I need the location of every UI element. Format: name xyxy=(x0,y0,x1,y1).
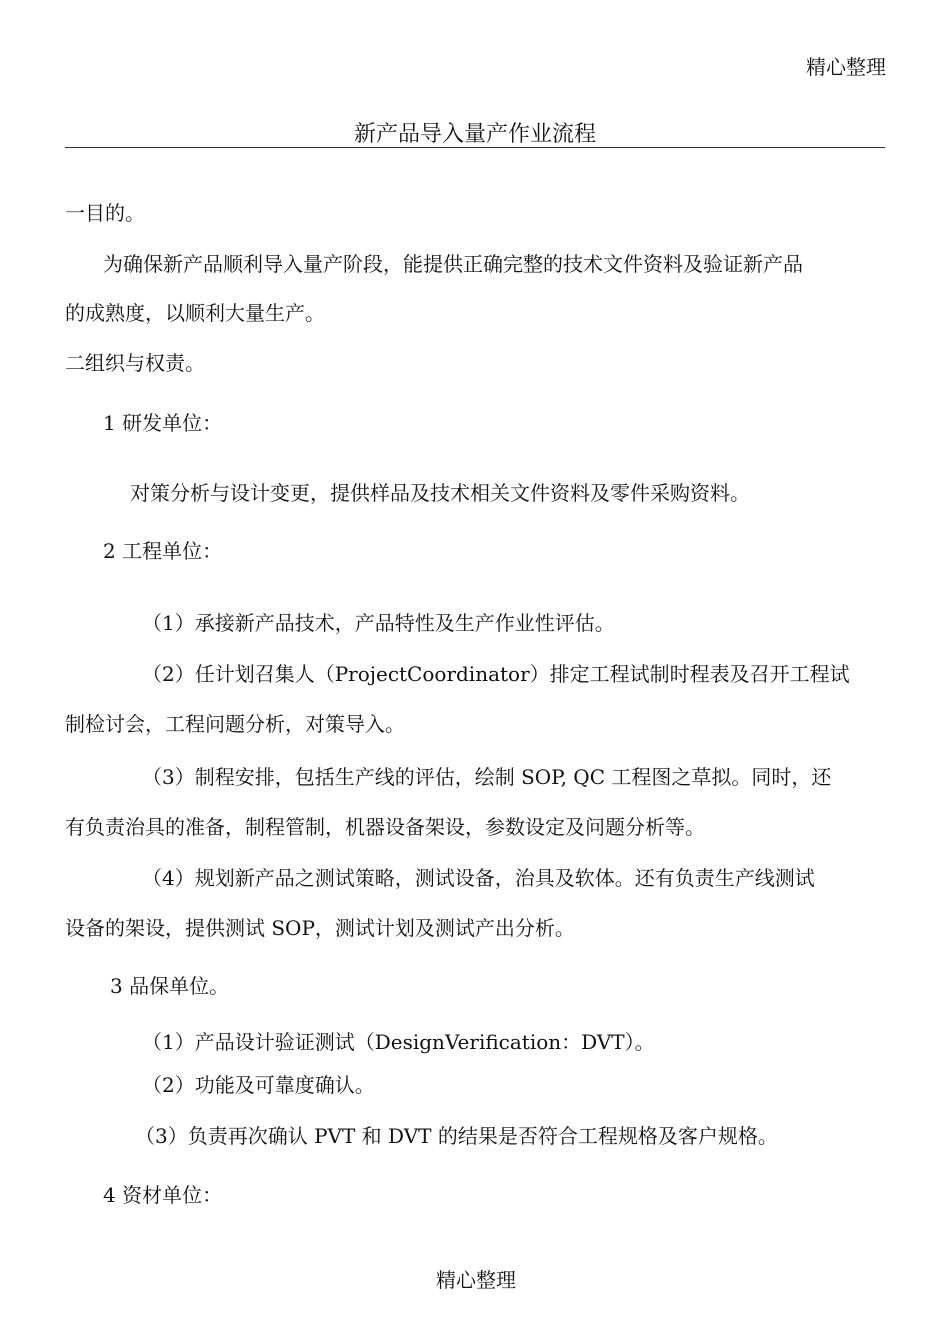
section-purpose-heading: 一目的。 xyxy=(65,201,145,225)
title-underline xyxy=(65,147,885,148)
eng-item-2-line-2: 制检讨会，工程问题分析，对策导入。 xyxy=(65,712,405,736)
purpose-paragraph-line-2: 的成熟度，以顺利大量生产。 xyxy=(65,301,325,325)
header-note: 精心整理 xyxy=(806,55,886,79)
eng-item-3-line-2: 有负责治具的准备，制程管制，机器设备架设，参数设定及问题分析等。 xyxy=(65,815,705,839)
rd-unit-heading: 1 研发单位： xyxy=(103,411,223,435)
footer-note: 精心整理 xyxy=(436,1268,516,1292)
materials-unit-heading: 4 资材单位： xyxy=(103,1183,223,1207)
rd-unit-text: 对策分析与设计变更，提供样品及技术相关文件资料及零件采购资料。 xyxy=(130,481,750,505)
eng-item-4-line-1: （4）规划新产品之测试策略，测试设备，治具及软体。还有负责生产线测试 xyxy=(142,866,815,890)
section-org-heading: 二组织与权责。 xyxy=(65,351,205,375)
purpose-paragraph-line-1: 为确保新产品顺利导入量产阶段，能提供正确完整的技术文件资料及验证新产品 xyxy=(103,252,803,276)
qa-item-1: （1）产品设计验证测试（DesignVerification：DVT）。 xyxy=(142,1030,655,1054)
qa-unit-heading: 3 品保单位。 xyxy=(110,974,230,998)
eng-unit-heading: 2 工程单位： xyxy=(103,539,223,563)
eng-item-1: （1）承接新产品技术，产品特性及生产作业性评估。 xyxy=(142,611,615,635)
qa-item-2: （2）功能及可靠度确认。 xyxy=(142,1073,375,1097)
eng-item-4-line-2: 设备的架设，提供测试 SOP，测试计划及测试产出分析。 xyxy=(65,916,575,940)
page-title: 新产品导入量产作业流程 xyxy=(353,122,596,147)
eng-item-2-line-1: （2）任计划召集人（ProjectCoordinator）排定工程试制时程表及召开工程试 xyxy=(142,662,850,686)
qa-item-3: （3）负责再次确认 PVT 和 DVT 的结果是否符合工程规格及客户规格。 xyxy=(135,1124,778,1148)
eng-item-3-line-1: （3）制程安排，包括生产线的评估，绘制 SOP, QC 工程图之草拟。同时，还 xyxy=(142,765,832,789)
